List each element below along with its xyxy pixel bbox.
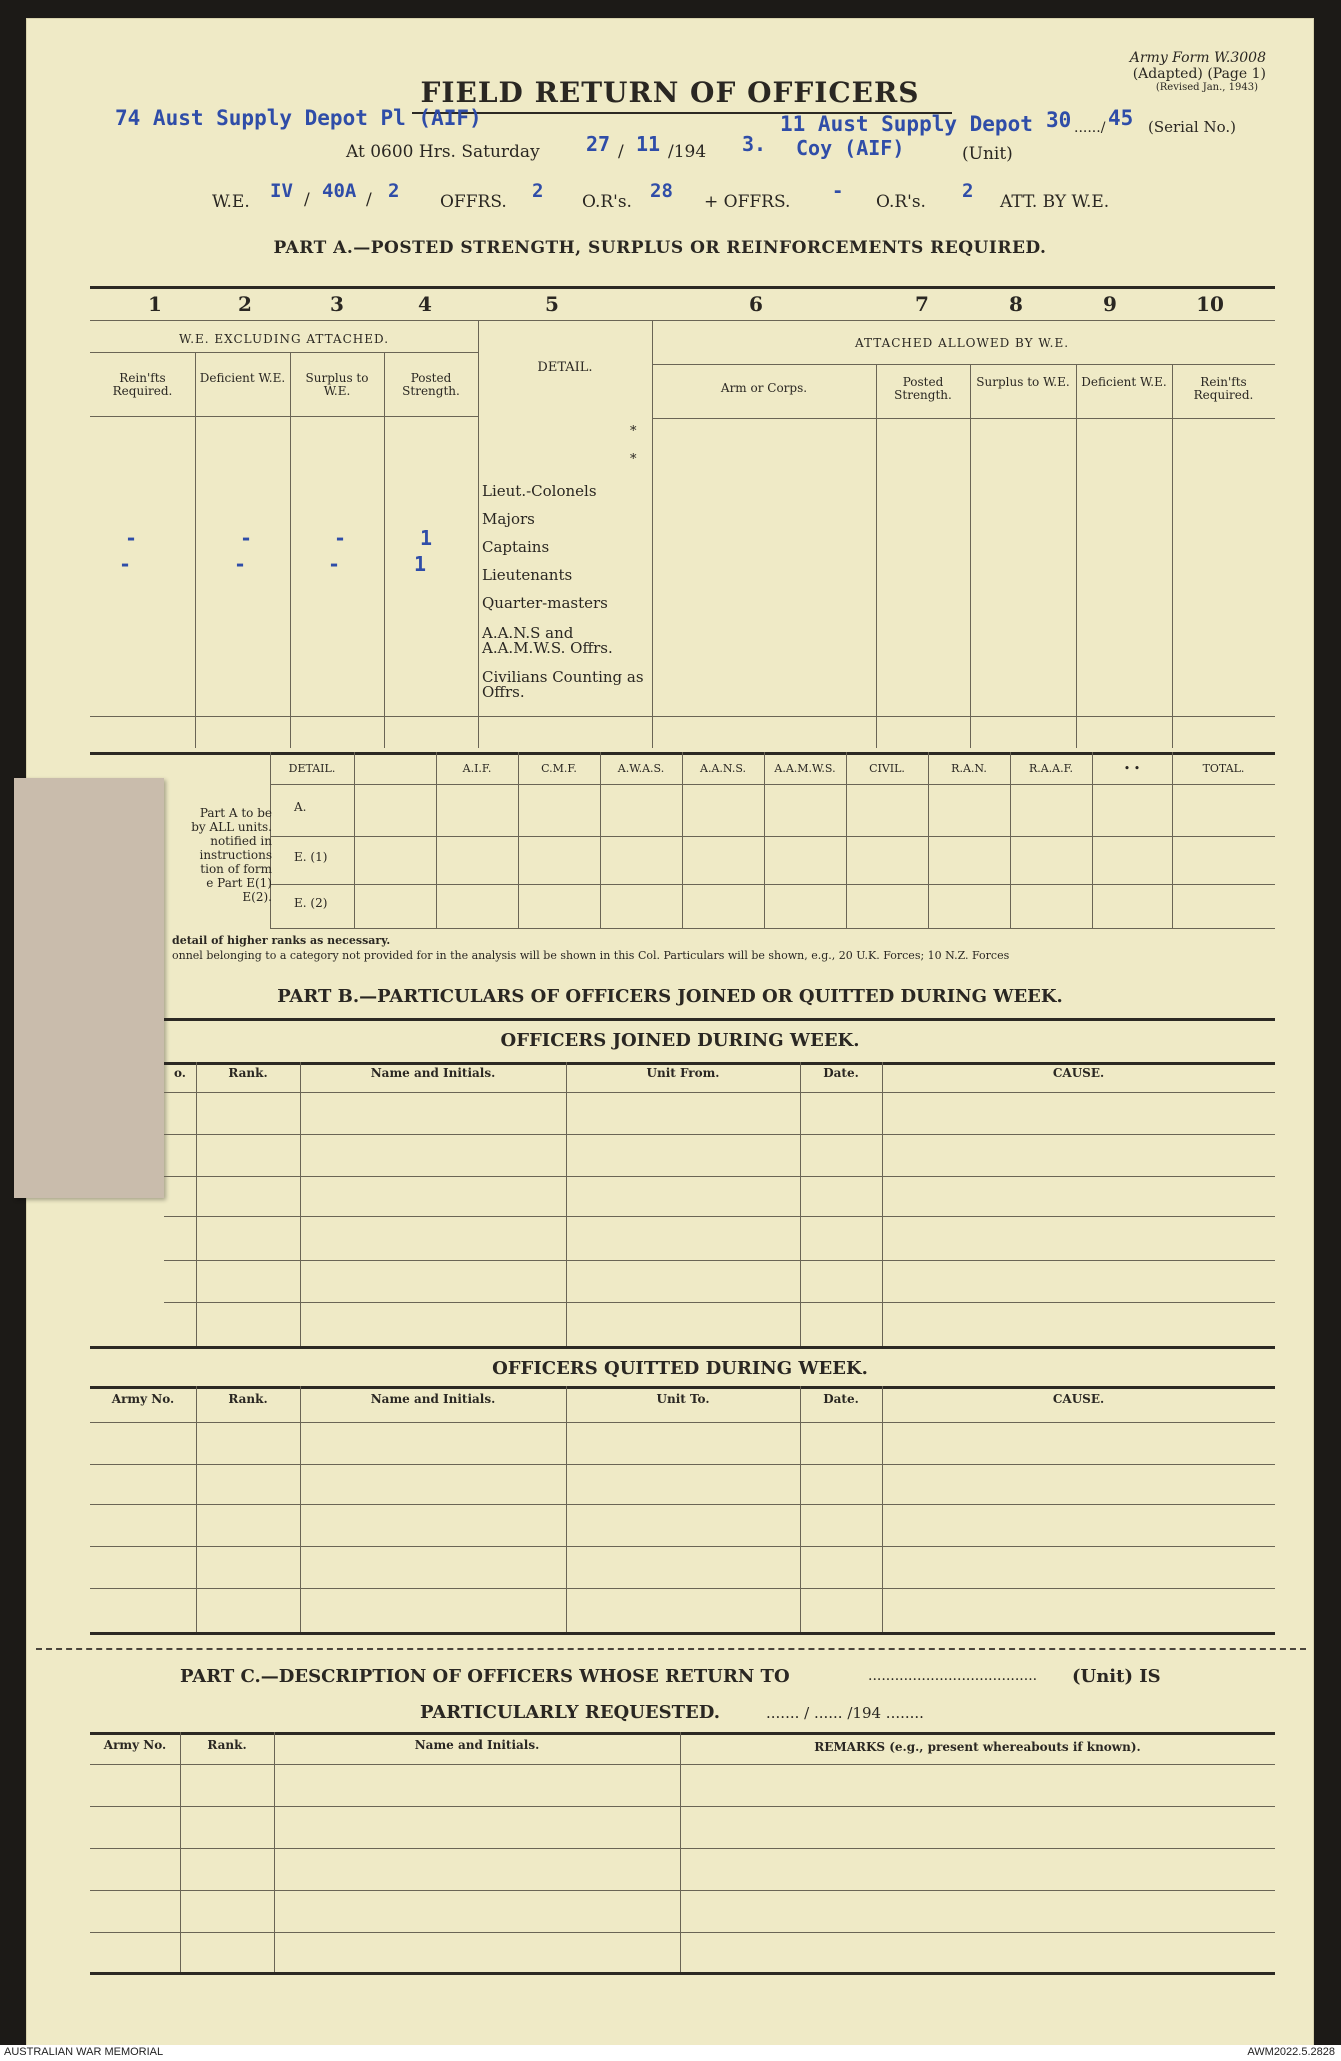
joined-title: OFFICERS JOINED DURING WEEK. <box>500 1030 860 1051</box>
typed-serial-b: 45 <box>1108 106 1134 130</box>
note-higher-ranks: detail of higher ranks as necessary. <box>172 934 391 947</box>
column-header: Surplus to W.E. <box>305 371 369 398</box>
plus-offrs-label: + OFFRS. <box>704 192 791 212</box>
rule-line <box>164 1302 1275 1303</box>
typed-unit-left: 74 Aust Supply Depot Pl (AIF) <box>115 106 482 130</box>
analysis-header: C.M.F. <box>541 762 577 775</box>
rule-line <box>164 1176 1275 1177</box>
rule-line <box>90 1588 1275 1589</box>
rule-line <box>180 1732 181 1972</box>
rule-line <box>90 1848 1275 1849</box>
footer-left: AUSTRALIAN WAR MEMORIAL <box>4 2046 164 2058</box>
table-header: Army No. <box>103 1738 167 1752</box>
analysis-header: • • <box>1123 762 1141 775</box>
rank-label: Lieutenants <box>482 566 573 584</box>
table-header: Unit From. <box>646 1066 720 1080</box>
rule-line <box>566 1062 567 1346</box>
typed-serial-a: 30 <box>1046 108 1072 132</box>
part-c-line2: PARTICULARLY REQUESTED. <box>420 1702 720 1723</box>
rule-line <box>90 1546 1275 1547</box>
rule-line <box>196 1062 197 1346</box>
rule-line <box>680 1732 681 1972</box>
part-c-title: PART C.—DESCRIPTION OF OFFICERS WHOSE RETURN TO <box>180 1666 790 1687</box>
analysis-row-label: E. (1) <box>294 850 328 864</box>
rule-line <box>164 1092 1275 1093</box>
typed-offrs: 2 <box>532 180 544 202</box>
table-header: o. <box>174 1066 186 1080</box>
rule-line <box>164 1216 1275 1217</box>
posted-entry-lieutenants: 1 <box>414 552 427 576</box>
table-header: REMARKS (e.g., present whereabouts if known). <box>814 1740 1141 1754</box>
rule-line <box>90 1806 1275 1807</box>
column-number: 9 <box>1103 292 1117 316</box>
detail-header: DETAIL. <box>537 360 593 375</box>
analysis-row-label: A. <box>294 800 307 814</box>
att-label: ATT. BY W.E. <box>1000 192 1110 212</box>
rank-label: Captains <box>482 538 550 556</box>
posted-entry-captains: - <box>334 526 347 550</box>
we-slash-2: / <box>366 190 372 210</box>
side-note-line: Part A to be <box>199 806 272 820</box>
rule-line <box>164 1134 1275 1135</box>
side-note-line: instructions <box>199 848 272 862</box>
detail-star-1: * <box>630 424 637 439</box>
column-number: 6 <box>749 292 763 316</box>
ors2-label: O.R's. <box>876 192 926 212</box>
form-number: Army Form W.3008 <box>1129 50 1266 66</box>
serial-label: (Serial No.) <box>1148 118 1236 136</box>
rank-label: Majors <box>482 510 535 528</box>
typed-we-3: 2 <box>388 180 400 202</box>
table-header: Army No. <box>111 1392 175 1406</box>
analysis-header: A.A.M.W.S. <box>774 762 836 775</box>
table-header: CAUSE. <box>1052 1392 1105 1406</box>
posted-entry-lieutenants: - <box>119 552 132 576</box>
posted-entry-captains: 1 <box>420 526 433 550</box>
rule-line <box>436 752 437 928</box>
rule-line <box>518 752 519 928</box>
rule-line <box>354 752 355 928</box>
pasted-slip <box>14 778 164 1198</box>
typed-year-digit: 3. <box>742 132 767 156</box>
rule-line <box>682 752 683 928</box>
analysis-header: A.W.A.S. <box>617 762 665 775</box>
analysis-header: A.I.F. <box>462 762 492 775</box>
column-number: 5 <box>545 292 559 316</box>
posted-entry-captains: - <box>125 526 138 550</box>
rule-line <box>1010 752 1011 928</box>
rule-line <box>164 1260 1275 1261</box>
serial-dots: ....../ <box>1074 120 1106 136</box>
posted-entry-lieutenants: - <box>234 552 247 576</box>
rule-line <box>1172 752 1173 928</box>
table-header: Date. <box>823 1392 859 1406</box>
rule-line <box>846 752 847 928</box>
note-category: onnel belonging to a category not provided for in the analysis will be shown in this Col. Particulars will be shown, e.g., 20 U.K. Forces; 10 N.Z. Forces <box>172 949 1010 962</box>
table-header: Unit To. <box>656 1392 710 1406</box>
column-header: Posted Strength. <box>402 371 460 398</box>
column-header: Rein'fts Required. <box>112 371 173 398</box>
offrs-label: OFFRS. <box>440 192 507 212</box>
form-revised: (Revised Jan., 1943) <box>1155 82 1258 93</box>
typed-unit-right-1: 11 Aust Supply Depot <box>780 112 1033 136</box>
rule-line <box>90 1464 1275 1465</box>
table-header: Date. <box>823 1066 859 1080</box>
part-c-dots: ...................................... <box>868 1668 1038 1684</box>
rule-line <box>1092 752 1093 928</box>
side-note-line: E(2). <box>242 890 272 904</box>
part-a-side-note <box>168 806 272 904</box>
typed-we-1: IV <box>270 180 293 202</box>
rule-line <box>274 1732 275 1972</box>
rule-line <box>90 1764 1275 1765</box>
date-slash: / <box>618 142 624 162</box>
rule-line <box>90 1932 1275 1933</box>
rule-line <box>800 1062 801 1346</box>
column-number: 1 <box>148 292 162 316</box>
we-slash-1: / <box>304 190 310 210</box>
side-note-line: tion of form <box>200 862 272 876</box>
table-header: Rank. <box>228 1392 268 1406</box>
column-number: 3 <box>330 292 344 316</box>
part-a-title: PART A.—POSTED STRENGTH, SURPLUS OR REINFORCEMENTS REQUIRED. <box>273 238 1047 258</box>
posted-entry-captains: - <box>240 526 253 550</box>
side-note-line: e Part E(1) <box>206 876 272 890</box>
side-note-line: by ALL units. <box>191 820 272 834</box>
rank-label: Quarter-masters <box>482 594 608 612</box>
part-c-date: ....... / ...... /194 ........ <box>766 1704 924 1722</box>
column-header: Rein'fts Required. <box>1193 375 1254 402</box>
dashed-separator <box>36 1648 1306 1650</box>
detail-star-2: * <box>630 452 637 467</box>
part-c-title-end: (Unit) IS <box>1072 1666 1161 1687</box>
rank-label: Lieut.-Colonels <box>482 482 597 500</box>
rule-line <box>764 752 765 928</box>
column-header: Surplus to W.E. <box>976 375 1070 389</box>
rule-line <box>300 1062 301 1346</box>
ors-label: O.R's. <box>582 192 632 212</box>
typed-ors2: 2 <box>962 180 974 202</box>
column-header: Deficient W.E. <box>199 371 286 385</box>
rank-label: Civilians Counting as Offrs. <box>482 668 644 701</box>
we-excluding-header: W.E. EXCLUDING ATTACHED. <box>178 332 390 346</box>
part-b-title: PART B.—PARTICULARS OF OFFICERS JOINED OR QUITTED DURING WEEK. <box>277 986 1063 1007</box>
column-number: 7 <box>915 292 929 316</box>
typed-plus-offrs: - <box>832 180 844 202</box>
column-header: Deficient W.E. <box>1081 375 1167 389</box>
rank-label: A.A.N.S and A.A.M.W.S. Offrs. <box>482 624 613 657</box>
rule-line <box>928 752 929 928</box>
column-number: 8 <box>1009 292 1023 316</box>
analysis-header: CIVIL. <box>869 762 905 775</box>
form-adapted: (Adapted) (Page 1) <box>1132 66 1266 82</box>
table-header: CAUSE. <box>1052 1066 1105 1080</box>
typed-ors: 28 <box>650 180 673 202</box>
table-header: Name and Initials. <box>414 1738 540 1752</box>
column-header: Arm or Corps. <box>720 381 808 395</box>
table-header: Name and Initials. <box>370 1066 496 1080</box>
quitted-title: OFFICERS QUITTED DURING WEEK. <box>492 1358 868 1379</box>
archive-footer <box>0 2045 1341 2061</box>
table-header: Rank. <box>228 1066 268 1080</box>
analysis-header: DETAIL. <box>288 762 336 775</box>
side-note-line: notified in <box>210 834 272 848</box>
rule-line <box>90 1504 1275 1505</box>
analysis-header: TOTAL. <box>1202 762 1245 775</box>
table-header: Name and Initials. <box>370 1392 496 1406</box>
rule-line <box>90 1422 1275 1423</box>
typed-day: 27 <box>586 132 611 156</box>
typed-month: 11 <box>636 132 661 156</box>
unit-label: (Unit) <box>962 144 1013 164</box>
posted-entry-lieutenants: - <box>328 552 341 576</box>
rule-line <box>90 1890 1275 1891</box>
analysis-header: R.A.A.F. <box>1028 762 1074 775</box>
rule-line <box>600 752 601 928</box>
typed-unit-right-2: Coy (AIF) <box>796 136 905 160</box>
analysis-header: R.A.N. <box>951 762 987 775</box>
analysis-row-label: E. (2) <box>294 896 328 910</box>
typed-we-2: 40A <box>322 180 357 202</box>
footer-right: AWM2022.5.2828 <box>1247 2046 1335 2058</box>
page-title: FIELD RETURN OF OFFICERS <box>420 76 920 109</box>
year-prefix: /194 <box>668 142 707 162</box>
rule-line <box>882 1062 883 1346</box>
column-number: 10 <box>1196 292 1224 316</box>
we-label: W.E. <box>212 192 250 212</box>
column-header: Posted Strength. <box>894 375 952 402</box>
time-label: At 0600 Hrs. Saturday <box>346 142 540 162</box>
attached-header: ATTACHED ALLOWED BY W.E. <box>854 336 1070 350</box>
table-header: Rank. <box>207 1738 247 1752</box>
column-number: 4 <box>418 292 432 316</box>
analysis-header: A.A.N.S. <box>700 762 746 775</box>
column-number: 2 <box>238 292 252 316</box>
